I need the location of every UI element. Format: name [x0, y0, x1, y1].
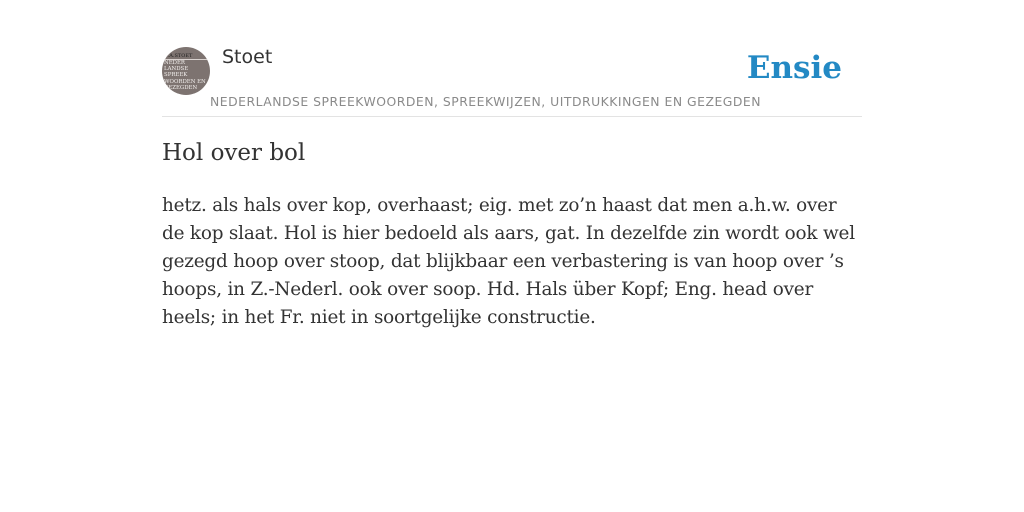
entry-title: Hol over bol [162, 140, 306, 166]
source-subtitle[interactable]: NEDERLANDSE SPREEKWOORDEN, SPREEKWIJZEN, UITDRUKKINGEN EN GEZEGDEN [210, 94, 762, 109]
cover-title-lines [164, 60, 206, 91]
cover-top-text: F.A.STOET [165, 53, 193, 59]
cover-line: NEDER [164, 60, 185, 66]
author-name[interactable]: Stoet [222, 46, 273, 68]
cover-line: LANDSE [164, 66, 189, 73]
ensie-logo-link[interactable]: Ensie [746, 50, 842, 86]
header [162, 44, 862, 117]
cover-line: GEZEGDEN [164, 84, 198, 91]
entry-definition: hetz. als hals over kop, overhaast; eig. met zo’n haast dat men a.h.w. over de kop slaat. Hol is hier bedoeld als aars, gat. In dezelfde zin wordt ook wel gezegd hoop over stoop, dat blijkbaar een verbastering is van hoop over ’s hoops, in Z.-Nederl. ook over soop. Hd. Hals über Kopf; Eng. head over heels; in het Fr. niet in soortgelijke constructie. [162, 195, 855, 328]
book-cover-avatar[interactable] [162, 47, 210, 95]
cover-line: WOORDEN EN [164, 78, 206, 85]
cover-line: SPREEK [164, 72, 188, 79]
